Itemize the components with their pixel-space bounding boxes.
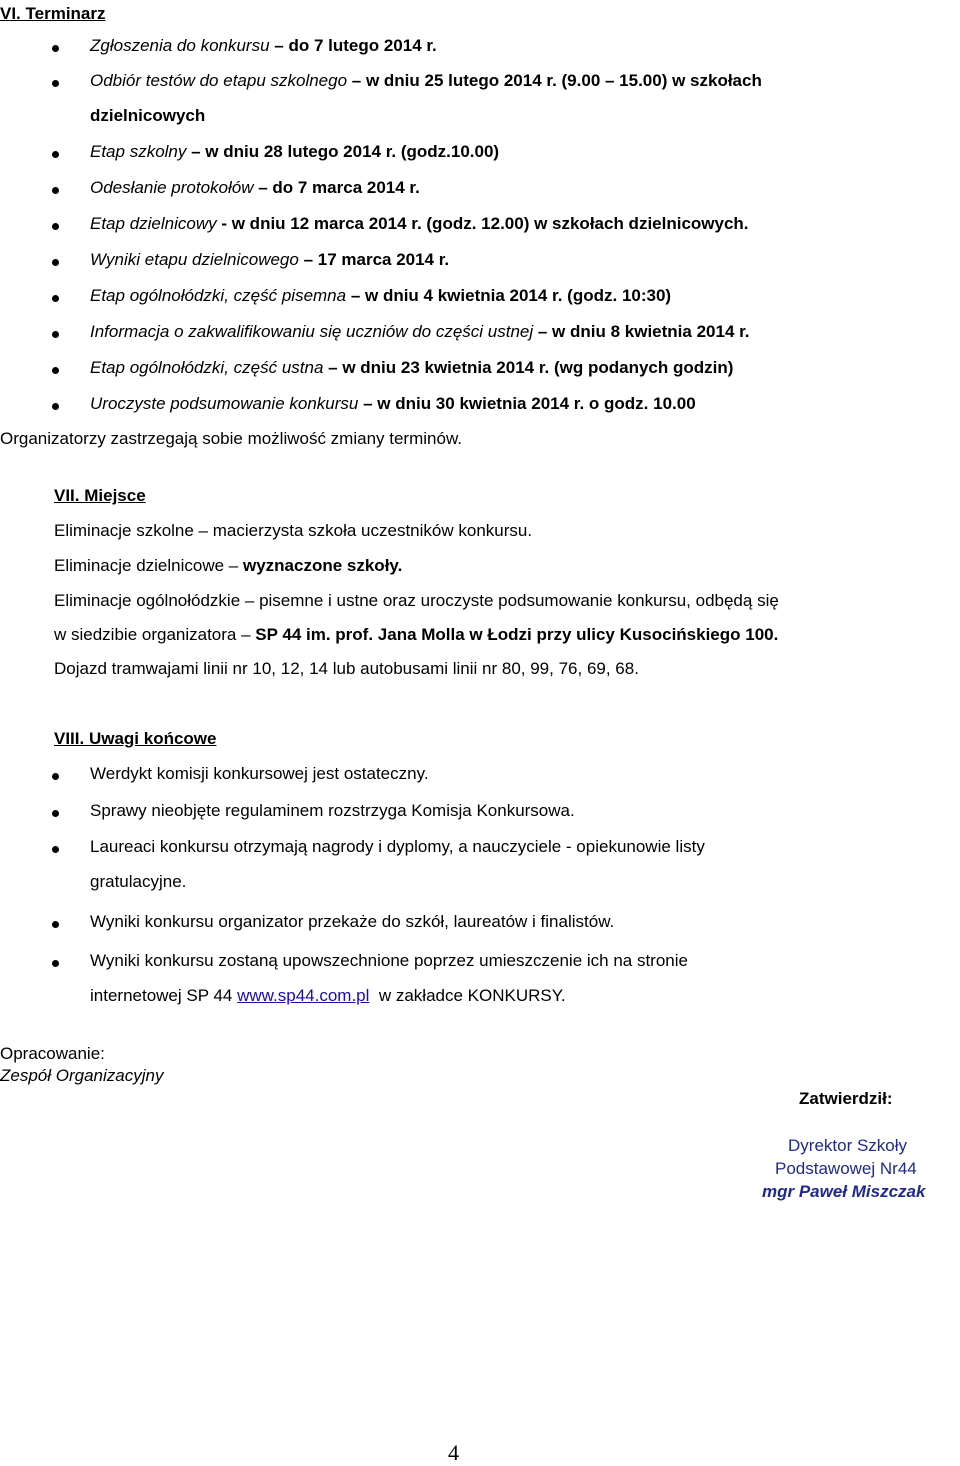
bullet-icon — [52, 773, 59, 780]
bullet-icon — [52, 403, 59, 410]
schedule-item: Zgłoszenia do konkursu – do 7 lutego 2014 r. — [90, 36, 437, 55]
remark-item-continuation: gratulacyjne. — [90, 872, 187, 891]
bullet-icon — [52, 331, 59, 338]
place-line: Dojazd tramwajami linii nr 10, 12, 14 lub autobusami linii nr 80, 99, 76, 69, 68. — [54, 659, 639, 678]
bullet-icon — [52, 846, 59, 853]
page-number: 4 — [448, 1440, 459, 1465]
signer-title: Dyrektor Szkoły — [788, 1136, 908, 1155]
schedule-item: Etap dzielnicowy - w dniu 12 marca 2014 r. (godz. 12.00) w szkołach dzielnicowych. — [90, 214, 749, 233]
bullet-icon — [52, 259, 59, 266]
bullet-icon — [52, 367, 59, 374]
schedule-item: Uroczyste podsumowanie konkursu – w dniu 30 kwietnia 2014 r. o godz. 10.00 — [90, 394, 696, 413]
signer-name: mgr Paweł Miszczak — [762, 1182, 926, 1201]
bullet-icon — [52, 45, 59, 52]
website-link[interactable]: www.sp44.com.pl — [237, 986, 370, 1005]
section-heading-uwagi: VIII. Uwagi końcowe — [54, 729, 217, 748]
bullet-icon — [52, 960, 59, 967]
prepared-label: Opracowanie: — [0, 1044, 105, 1063]
remark-item: Laureaci konkursu otrzymają nagrody i dyplomy, a nauczyciele - opiekunowie listy — [90, 837, 705, 856]
schedule-item: Etap szkolny – w dniu 28 lutego 2014 r. (godz.10.00) — [90, 142, 500, 161]
remark-item: Wyniki konkursu organizator przekaże do szkół, laureatów i finalistów. — [90, 912, 615, 931]
schedule-item: Wyniki etapu dzielnicowego – 17 marca 2014 r. — [90, 250, 450, 269]
schedule-item-continuation: dzielnicowych — [90, 106, 206, 125]
signer-school: Podstawowej Nr44 — [775, 1159, 917, 1178]
bullet-icon — [52, 151, 59, 158]
section-heading-terminarz: VI. Terminarz — [0, 4, 106, 23]
place-line: Eliminacje ogólnołódzkie – pisemne i ustne oraz uroczyste podsumowanie konkursu, odbędą się — [54, 591, 779, 610]
schedule-item: Informacja o zakwalifikowaniu się uczniów do części ustnej – w dniu 8 kwietnia 2014 r. — [90, 322, 750, 341]
place-line: Eliminacje szkolne – macierzysta szkoła uczestników konkursu. — [54, 521, 533, 540]
schedule-note: Organizatorzy zastrzegają sobie możliwość zmiany terminów. — [0, 429, 463, 448]
remark-item-continuation: internetowej SP 44 www.sp44.com.pl w zakładce KONKURSY. — [90, 986, 566, 1005]
bullet-icon — [52, 295, 59, 302]
section-heading-miejsce: VII. Miejsce — [54, 486, 146, 505]
schedule-item: Etap ogólnołódzki, część pisemna – w dniu 4 kwietnia 2014 r. (godz. 10:30) — [90, 286, 672, 305]
bullet-icon — [52, 187, 59, 194]
prepared-by: Zespół Organizacyjny — [0, 1066, 164, 1085]
approved-label: Zatwierdził: — [799, 1089, 893, 1108]
remark-item: Sprawy nieobjęte regulaminem rozstrzyga Komisja Konkursowa. — [90, 801, 575, 820]
bullet-icon — [52, 810, 59, 817]
remark-item: Wyniki konkursu zostaną upowszechnione poprzez umieszczenie ich na stronie — [90, 951, 688, 970]
place-line: w siedzibie organizatora – SP 44 im. prof. Jana Molla w Łodzi przy ulicy Kusocińskiego 100. — [54, 625, 779, 644]
place-line: Eliminacje dzielnicowe – wyznaczone szkoły. — [54, 556, 403, 575]
remark-item: Werdykt komisji konkursowej jest ostateczny. — [90, 764, 429, 783]
bullet-icon — [52, 921, 59, 928]
bullet-icon — [52, 223, 59, 230]
schedule-item: Etap ogólnołódzki, część ustna – w dniu 23 kwietnia 2014 r. (wg podanych godzin) — [90, 358, 734, 377]
bullet-icon — [52, 80, 59, 87]
schedule-item: Odbiór testów do etapu szkolnego – w dniu 25 lutego 2014 r. (9.00 – 15.00) w szkołach — [90, 71, 762, 90]
schedule-item: Odesłanie protokołów – do 7 marca 2014 r. — [90, 178, 420, 197]
